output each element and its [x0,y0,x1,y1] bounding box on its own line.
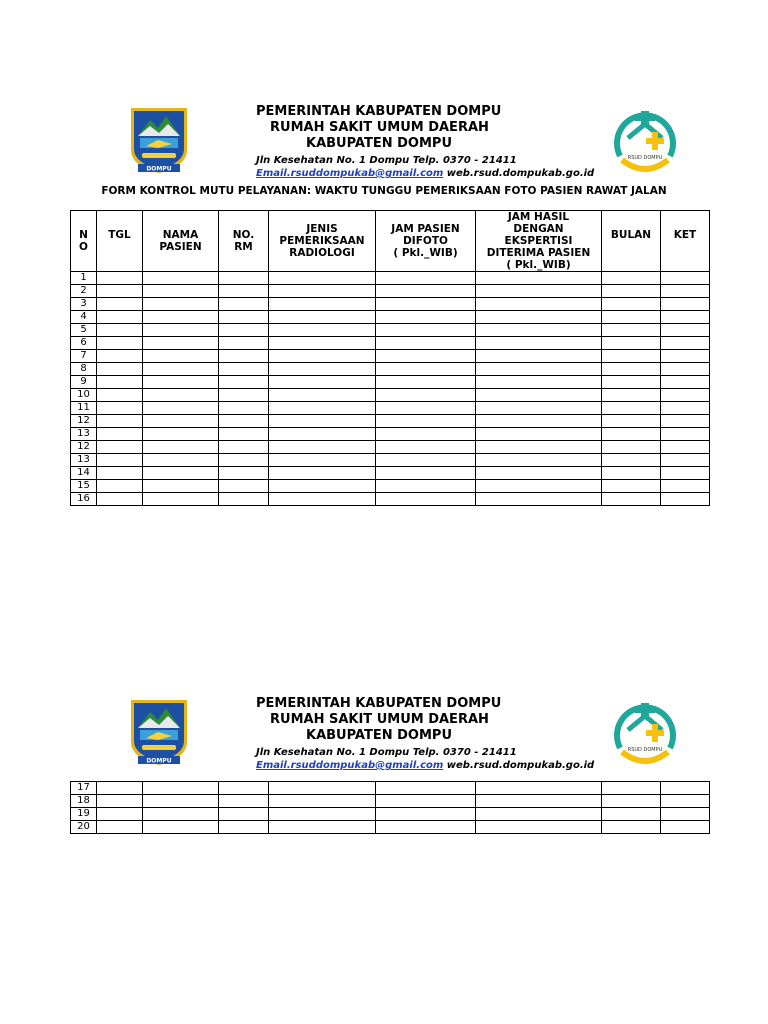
entry-cell[interactable] [269,493,376,506]
entry-cell[interactable] [143,376,219,389]
entry-cell[interactable] [661,350,710,363]
entry-cell[interactable] [219,311,269,324]
entry-cell[interactable] [376,324,476,337]
entry-cell[interactable] [376,350,476,363]
table-row [71,337,710,350]
entry-cell[interactable] [661,376,710,389]
entry-cell[interactable] [143,808,219,821]
table-row [71,376,710,389]
entry-cell[interactable] [661,454,710,467]
entry-cell[interactable] [376,821,476,834]
letterhead-line3: KABUPATEN DOMPU [306,136,453,151]
entry-cell[interactable] [97,795,143,808]
entry-cell[interactable] [219,363,269,376]
entry-cell[interactable] [376,454,476,467]
entry-cell[interactable] [602,285,661,298]
entry-cell[interactable] [661,311,710,324]
row-number: 16 [71,493,97,506]
entry-cell[interactable] [97,428,143,441]
entry-cell[interactable] [97,285,143,298]
header-jam-hasil: JAM HASIL DENGAN EKSPERTISI DITERIMA PASIEN ( Pkl._WIB) [476,211,602,272]
header-jenis-pemeriksaan: JENIS PEMERIKSAAN RADIOLOGI [269,211,376,272]
letterhead-bottom [70,692,710,782]
entry-cell[interactable] [376,311,476,324]
records-table [70,210,710,506]
entry-cell[interactable] [476,808,602,821]
table-row [71,350,710,363]
entry-cell[interactable] [376,298,476,311]
entry-cell[interactable] [97,493,143,506]
entry-cell[interactable] [476,350,602,363]
entry-cell[interactable] [661,298,710,311]
entry-cell[interactable] [97,441,143,454]
entry-cell[interactable] [269,298,376,311]
email-link[interactable]: Email.rsuddompukab@gmail.com [256,760,444,771]
entry-cell[interactable] [219,493,269,506]
row-number: 12 [71,441,97,454]
row-number: 5 [71,324,97,337]
row-number: 10 [71,389,97,402]
entry-cell[interactable] [219,324,269,337]
website-text: web.rsud.dompukab.go.id [446,760,595,771]
letterhead-contact [256,167,616,180]
table-row [71,311,710,324]
letterhead-text [256,696,616,772]
email-link[interactable]: Email.rsuddompukab@gmail.com [256,168,444,179]
entry-cell[interactable] [143,285,219,298]
entry-cell[interactable] [97,311,143,324]
row-number: 4 [71,311,97,324]
entry-cell[interactable] [97,808,143,821]
entry-cell[interactable] [602,808,661,821]
website-text: web.rsud.dompukab.go.id [446,168,595,179]
entry-cell[interactable] [602,376,661,389]
entry-cell[interactable] [143,428,219,441]
row-number: 3 [71,298,97,311]
table-row [71,363,710,376]
entry-cell[interactable] [219,376,269,389]
entry-cell[interactable] [476,337,602,350]
entry-cell[interactable] [269,272,376,285]
entry-cell[interactable] [219,441,269,454]
entry-cell[interactable] [661,272,710,285]
entry-cell[interactable] [602,350,661,363]
entry-cell[interactable] [269,363,376,376]
entry-cell[interactable] [269,782,376,795]
rsud-logo-icon [608,104,682,178]
table-row [71,272,710,285]
entry-cell[interactable] [476,298,602,311]
logo-label: RSUD DOMPU [627,155,663,161]
entry-cell[interactable] [97,415,143,428]
entry-cell[interactable] [376,467,476,480]
entry-cell[interactable] [219,808,269,821]
entry-cell[interactable] [376,415,476,428]
table-row [71,493,710,506]
entry-cell[interactable] [602,389,661,402]
entry-cell[interactable] [97,376,143,389]
entry-cell[interactable] [476,821,602,834]
entry-cell[interactable] [97,454,143,467]
entry-cell[interactable] [602,480,661,493]
entry-cell[interactable] [476,402,602,415]
entry-cell[interactable] [143,493,219,506]
header-tgl: TGL [97,211,143,272]
entry-cell[interactable] [661,480,710,493]
entry-cell[interactable] [219,285,269,298]
entry-cell[interactable] [143,821,219,834]
letterhead-line3: KABUPATEN DOMPU [306,728,453,743]
entry-cell[interactable] [269,454,376,467]
entry-cell[interactable] [602,454,661,467]
entry-cell[interactable] [269,350,376,363]
entry-cell[interactable] [143,272,219,285]
entry-cell[interactable] [97,298,143,311]
entry-cell[interactable] [219,298,269,311]
letterhead-address: Jln Kesehatan No. 1 Dompu Telp. 0370 - 21411 [256,747,517,758]
entry-cell[interactable] [661,324,710,337]
entry-cell[interactable] [269,808,376,821]
entry-cell[interactable] [602,337,661,350]
entry-cell[interactable] [143,402,219,415]
entry-cell[interactable] [376,402,476,415]
entry-cell[interactable] [97,363,143,376]
entry-cell[interactable] [602,415,661,428]
row-number: 17 [71,782,97,795]
entry-cell[interactable] [602,795,661,808]
table-row [71,415,710,428]
letterhead-line1: PEMERINTAH KABUPATEN DOMPU [256,696,502,711]
entry-cell[interactable] [97,467,143,480]
entry-cell[interactable] [661,363,710,376]
entry-cell[interactable] [476,285,602,298]
table-row [71,808,710,821]
entry-cell[interactable] [476,389,602,402]
entry-cell[interactable] [97,402,143,415]
entry-cell[interactable] [269,467,376,480]
entry-cell[interactable] [97,389,143,402]
entry-cell[interactable] [219,795,269,808]
entry-cell[interactable] [376,337,476,350]
entry-cell[interactable] [269,821,376,834]
row-number: 18 [71,795,97,808]
row-number: 7 [71,350,97,363]
entry-cell[interactable] [219,415,269,428]
entry-cell[interactable] [143,480,219,493]
rsud-logo-icon [608,696,682,770]
letterhead-line1: PEMERINTAH KABUPATEN DOMPU [256,104,502,119]
entry-cell[interactable] [376,363,476,376]
entry-cell[interactable] [143,795,219,808]
entry-cell[interactable] [219,480,269,493]
form-title: FORM KONTROL MUTU PELAYANAN: WAKTU TUNGGU PEMERIKSAAN FOTO PASIEN RAWAT JALAN [101,185,667,197]
table-row [71,821,710,834]
entry-cell[interactable] [97,480,143,493]
entry-cell[interactable] [376,428,476,441]
entry-cell[interactable] [476,467,602,480]
row-number: 13 [71,428,97,441]
entry-cell[interactable] [476,428,602,441]
entry-cell[interactable] [269,285,376,298]
entry-cell[interactable] [376,376,476,389]
row-number: 12 [71,415,97,428]
table-row [71,389,710,402]
entry-cell[interactable] [376,808,476,821]
table-row [71,480,710,493]
entry-cell[interactable] [661,389,710,402]
entry-cell[interactable] [661,821,710,834]
table-header-row [71,211,710,272]
entry-cell[interactable] [602,441,661,454]
entry-cell[interactable] [602,493,661,506]
entry-cell[interactable] [602,467,661,480]
entry-cell[interactable] [376,441,476,454]
entry-cell[interactable] [219,782,269,795]
row-number: 15 [71,480,97,493]
entry-cell[interactable] [143,389,219,402]
entry-cell[interactable] [602,782,661,795]
entry-cell[interactable] [661,782,710,795]
entry-cell[interactable] [661,467,710,480]
entry-cell[interactable] [376,389,476,402]
table-row [71,285,710,298]
entry-cell[interactable] [376,795,476,808]
entry-cell[interactable] [269,415,376,428]
letterhead-contact [256,759,616,772]
entry-cell[interactable] [143,298,219,311]
header-no: N O [71,211,97,272]
header-no-rm: NO. RM [219,211,269,272]
row-number: 8 [71,363,97,376]
table-row [71,324,710,337]
entry-cell[interactable] [143,337,219,350]
header-nama-pasien: NAMA PASIEN [143,211,219,272]
entry-cell[interactable] [661,285,710,298]
entry-cell[interactable] [476,376,602,389]
entry-cell[interactable] [476,415,602,428]
entry-cell[interactable] [269,389,376,402]
entry-cell[interactable] [97,337,143,350]
entry-cell[interactable] [219,428,269,441]
entry-cell[interactable] [476,795,602,808]
entry-cell[interactable] [661,402,710,415]
entry-cell[interactable] [97,782,143,795]
row-number: 9 [71,376,97,389]
entry-cell[interactable] [476,272,602,285]
entry-cell[interactable] [661,795,710,808]
entry-cell[interactable] [661,441,710,454]
entry-cell[interactable] [143,311,219,324]
table-row [71,441,710,454]
entry-cell[interactable] [269,311,376,324]
row-number: 11 [71,402,97,415]
entry-cell[interactable] [602,402,661,415]
table-row [71,467,710,480]
row-number: 14 [71,467,97,480]
entry-cell[interactable] [269,441,376,454]
entry-cell[interactable] [376,782,476,795]
entry-cell[interactable] [219,389,269,402]
entry-cell[interactable] [269,428,376,441]
entry-cell[interactable] [602,272,661,285]
entry-cell[interactable] [376,480,476,493]
letterhead-address: Jln Kesehatan No. 1 Dompu Telp. 0370 - 21411 [256,155,517,166]
entry-cell[interactable] [219,337,269,350]
entry-cell[interactable] [269,480,376,493]
entry-cell[interactable] [602,363,661,376]
crest-label: DOMPU [146,757,172,765]
row-number: 13 [71,454,97,467]
entry-cell[interactable] [219,350,269,363]
entry-cell[interactable] [476,454,602,467]
table-row [71,428,710,441]
entry-cell[interactable] [219,821,269,834]
entry-cell[interactable] [269,795,376,808]
dompu-crest-icon [128,106,190,174]
entry-cell[interactable] [269,402,376,415]
row-number: 2 [71,285,97,298]
entry-cell[interactable] [602,298,661,311]
entry-cell[interactable] [602,428,661,441]
entry-cell[interactable] [143,467,219,480]
entry-cell[interactable] [97,350,143,363]
entry-cell[interactable] [219,467,269,480]
letterhead-line2: RUMAH SAKIT UMUM DAERAH [270,120,489,135]
table-row [71,454,710,467]
table-row [71,298,710,311]
entry-cell[interactable] [219,272,269,285]
entry-cell[interactable] [143,324,219,337]
entry-cell[interactable] [661,493,710,506]
entry-cell[interactable] [476,324,602,337]
entry-cell[interactable] [97,324,143,337]
row-number: 20 [71,821,97,834]
letterhead-text [256,104,616,180]
entry-cell[interactable] [476,493,602,506]
entry-cell[interactable] [269,337,376,350]
entry-cell[interactable] [143,415,219,428]
entry-cell[interactable] [376,493,476,506]
entry-cell[interactable] [602,324,661,337]
entry-cell[interactable] [219,454,269,467]
entry-cell[interactable] [97,821,143,834]
entry-cell[interactable] [143,782,219,795]
header-bulan: BULAN [602,211,661,272]
entry-cell[interactable] [143,350,219,363]
entry-cell[interactable] [661,808,710,821]
entry-cell[interactable] [376,272,476,285]
entry-cell[interactable] [476,363,602,376]
header-jam-difoto: JAM PASIEN DIFOTO ( Pkl._WIB) [376,211,476,272]
entry-cell[interactable] [269,324,376,337]
entry-cell[interactable] [602,821,661,834]
entry-cell[interactable] [476,480,602,493]
crest-label: DOMPU [146,165,172,173]
entry-cell[interactable] [602,311,661,324]
table-row [71,402,710,415]
letterhead-top [70,100,710,190]
entry-cell[interactable] [661,337,710,350]
entry-cell[interactable] [97,272,143,285]
logo-label: RSUD DOMPU [627,747,663,753]
dompu-crest-icon [128,698,190,766]
table-row [71,782,710,795]
entry-cell[interactable] [476,441,602,454]
entry-cell[interactable] [143,363,219,376]
entry-cell[interactable] [476,311,602,324]
table-row [71,795,710,808]
letterhead-line2: RUMAH SAKIT UMUM DAERAH [270,712,489,727]
row-number: 19 [71,808,97,821]
entry-cell[interactable] [476,782,602,795]
records-table-continued [70,781,710,834]
row-number: 1 [71,272,97,285]
entry-cell[interactable] [661,428,710,441]
entry-cell[interactable] [661,415,710,428]
entry-cell[interactable] [143,441,219,454]
entry-cell[interactable] [376,285,476,298]
row-number: 6 [71,337,97,350]
entry-cell[interactable] [269,376,376,389]
header-ket: KET [661,211,710,272]
entry-cell[interactable] [219,402,269,415]
entry-cell[interactable] [143,454,219,467]
